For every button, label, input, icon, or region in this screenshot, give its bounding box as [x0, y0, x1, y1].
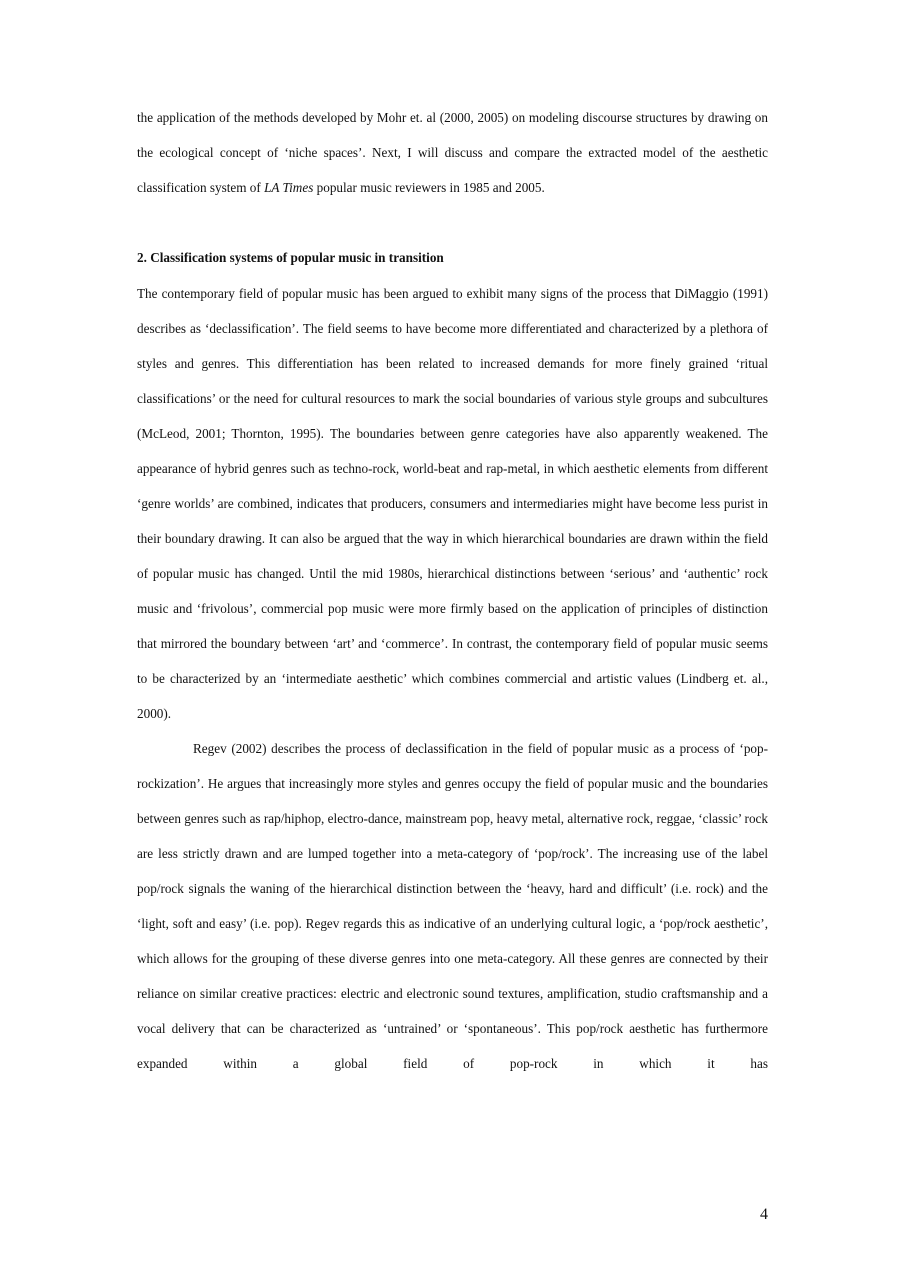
page-number: 4	[760, 1206, 768, 1223]
intro-text-part1: the application of the methods developed by Mohr et. al (2000, 2005) on modeling discourse structures by drawing on the ecological concept of ‘niche spaces’. Next, I will discuss and compare the extracted model of the aesthetic classification system of	[137, 110, 768, 195]
intro-text-part2: popular music reviewers in 1985 and 2005.	[313, 180, 545, 195]
intro-text	[137, 100, 768, 205]
section-paragraph-2: Regev (2002) describes the process of declassification in the field of popular music as a process of ‘pop-rockization’. He argues that increasingly more styles and genres occupy the field of popular music and the boundaries between genres such as rap/hiphop, electro-dance, mainstream pop, heavy metal, alternative rock, reggae, ‘classic’ rock are less strictly drawn and are lumped together into a meta-category of ‘pop/rock’. The increasing use of the label pop/rock signals the waning of the hierarchical distinction between the ‘heavy, hard and difficult’ (i.e. rock) and the ‘light, soft and easy’ (i.e. pop). Regev regards this as indicative of an underlying cultural logic, a ‘pop/rock aesthetic’, which allows for the grouping of these diverse genres into one meta-category. All these genres are connected by their reliance on similar creative practices: electric and electronic sound textures, amplification, studio craftsmanship and a vocal delivery that can be characterized as ‘untrained’ or ‘spontaneous’. This pop/rock aesthetic has furthermore expanded within a global field of pop-rock in which it has	[137, 741, 768, 1071]
intro-italic-title: LA Times	[264, 180, 314, 195]
section-heading: 2. Classification systems of popular music in transition	[137, 250, 444, 265]
intro-paragraph	[137, 100, 768, 205]
section-paragraph-1: The contemporary field of popular music has been argued to exhibit many signs of the process that DiMaggio (1991) describes as ‘declassification’. The field seems to have become more differentiated and characterized by a plethora of styles and genres. This differentiation has been related to increased demands for more finely grained ‘ritual classifications’ or the need for cultural resources to mark the social boundaries of various style groups and subcultures (McLeod, 2001; Thornton, 1995). The boundaries between genre categories have also apparently weakened. The appearance of hybrid genres such as techno-rock, world-beat and rap-metal, in which aesthetic elements from different ‘genre worlds’ are combined, indicates that producers, consumers and intermediaries might have become less purist in their boundary drawing. It can also be argued that the way in which hierarchical boundaries are drawn within the field of popular music has changed. Until the mid 1980s, hierarchical distinctions between ‘serious’ and ‘authentic’ rock music and ‘frivolous’, commercial pop music were more firmly based on the application of principles of distinction that mirrored the boundary between ‘art’ and ‘commerce’. In contrast, the contemporary field of popular music seems to be characterized by an ‘intermediate aesthetic’ which combines commercial and artistic values (Lindberg et. al., 2000).	[137, 286, 768, 721]
section-body	[137, 276, 768, 1081]
